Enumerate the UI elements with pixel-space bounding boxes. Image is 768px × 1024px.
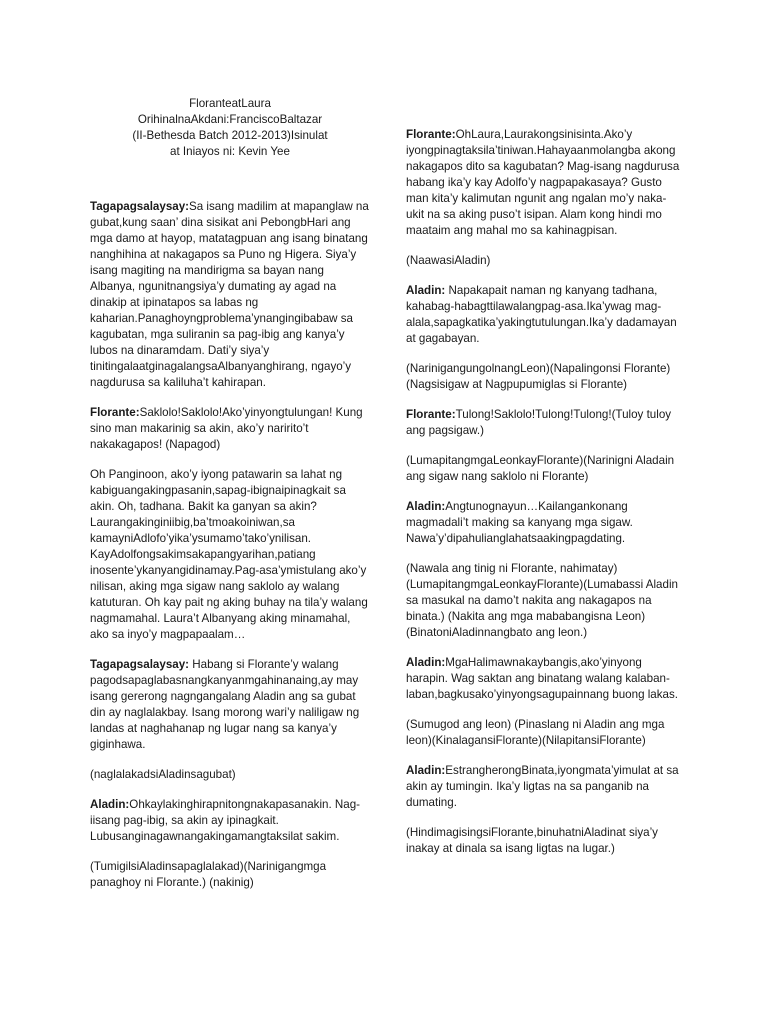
- paragraph-text: Habang si Florante’y walang pagodsapaglabasnangkanyanmgahinanaing,ay may isang gererong nagngangalang Aladin ang sa gubat din ay naglalakbay. Isang morong wari’y naliligaw ng landas at naghahanap ng lugar nang sa kanya’y giginhawa.: [90, 658, 360, 751]
- script-paragraph: [406, 499, 680, 547]
- paragraph-text: (naglalakadsiAladinsagubat): [90, 768, 236, 781]
- title-line-2: OrihinalnaAkdani:FranciscoBaltazar: [137, 113, 323, 126]
- script-paragraph: [90, 467, 370, 643]
- speaker-label: Aladin:: [90, 798, 130, 811]
- paragraph-text: OhLaura,Laurakongsinisinta.Ako’y iyongpinagtaksila’tiniwan.Hahayaanmolangba akong nakagapos dito sa kagubatan? Mag-isang nagdurusa habang ika’y kay Adolfo’y nagpapakasaya? Gusto man kita’y kalimutan ngunit ang ngalan mo’y naka-ukit na sa aking puso’t isipan. Alam kong hindi mo maataim ang mahal mo sa kahinagpisan.: [406, 128, 680, 237]
- paragraph-text: (HindimagisingsiFlorante,binuhatniAladinat siya’y inakay at dinala sa isang ligtas na lugar.): [406, 826, 658, 855]
- speaker-label: Tagapagsalaysay:: [90, 200, 190, 213]
- paragraph-text: EstrangherongBinata,iyongmata’yimulat at sa akin ay tumingin. Ika’y ligtas na sa panganib na dumating.: [406, 764, 679, 809]
- speaker-label: Aladin:: [406, 656, 446, 669]
- paragraph-text: Saklolo!Saklolo!Ako’yinyongtulungan! Kung sino man makarinig sa akin, ako’y naririto’t nakakagapos! (Napagod): [90, 406, 363, 451]
- paragraph-text: MgaHalimawnakaybangis,ako’yinyong harapin. Wag saktan ang binatang walang kalaban-laban,bagkusako’yinyongsagupainnang buong lakas.: [406, 656, 679, 701]
- script-paragraph: [406, 453, 680, 485]
- script-paragraph: [406, 561, 680, 641]
- paragraph-text: (TumigilsiAladinsapaglalakad)(Narinigangmga panaghoy ni Florante.) (nakinig): [90, 860, 327, 889]
- speaker-label: Tagapagsalaysay:: [90, 658, 190, 671]
- speaker-label: Aladin:: [406, 284, 446, 297]
- script-paragraph: [406, 717, 680, 749]
- title-line-4: at Iniayos ni: Kevin Yee: [170, 145, 290, 158]
- script-paragraph: [406, 407, 680, 439]
- script-paragraph: [406, 655, 680, 703]
- paragraph-text: (Nawala ang tinig ni Florante, nahimatay)(LumapitangmgaLeonkayFlorante)(Lumabassi Aladin sa masukal na damo’t nakita ang nakagapos na binata.) (Nakita ang mga mababangisna Leon)(BinatoniAladinnangbato ang leon.): [406, 562, 678, 639]
- script-paragraph: [406, 763, 680, 811]
- paragraph-text: (NaawasiAladin): [406, 254, 491, 267]
- title-block: [110, 96, 350, 160]
- script-paragraph: [406, 127, 680, 239]
- paragraph-text: Angtunognayun…Kailangankonang magmadali’t making sa kanyang mga sigaw. Nawa’y’dipahulianglahatsaakingpagdating.: [406, 500, 633, 545]
- script-paragraph: [406, 361, 680, 393]
- script-paragraph: [90, 657, 370, 753]
- paragraph-text: Napakapait naman ng kanyang tadhana, kahabag-habagttilawalangpag-asa.Ika’ywag mag-alala,sapagkatika’yakingtutulungan.Ika’y dadamayan at gagabayan.: [406, 284, 677, 345]
- script-paragraph: [90, 859, 370, 891]
- paragraph-text: (Sumugod ang leon) (Pinaslang ni Aladin ang mga leon)(KinalagansiFlorante)(NilapitansiFlorante): [406, 718, 665, 747]
- paragraph-text: Ohkaylakinghirapnitongnakapasanakin. Nag-iisang pag-ibig, sa akin ay ipinagkait. Lubusanginagawnangakingamangtaksilat sakim.: [90, 798, 361, 843]
- script-paragraph: [406, 825, 680, 857]
- paragraph-text: Oh Panginoon, ako’y iyong patawarin sa lahat ng kabiguangakingpasanin,sapag-ibignaipinagkait sa akin. Oh, tadhana. Bakit ka ganyan sa akin? Laurangakinginiibig,ba’tmoakoiniwan,sa kamayniAdlofo’yika’ysumamo’tako’ynilisan. KayAdolfongsakimsakapangyarihan,patiang inosente’ykanyangidinamay.Pag-asa’ymistulang ako’y nilisan, aking mga sigaw nang saklolo ay walang katuturan. Oh kay pait ng aking buhay na tila’y walang nagmamahal. Laura’t Albanyang aking minamahal, ako sa inyo’y magpapaalam…: [90, 468, 368, 641]
- script-paragraph: [90, 797, 370, 845]
- speaker-label: Florante:: [90, 406, 140, 419]
- script-paragraph: [90, 405, 370, 453]
- paragraph-text: (LumapitangmgaLeonkayFlorante)(Narinigni Aladain ang sigaw nang saklolo ni Florante): [406, 454, 675, 483]
- paragraph-text: Tulong!Saklolo!Tulong!Tulong!(Tuloy tuloy ang pagsigaw.): [406, 408, 672, 437]
- right-column-body: [406, 127, 680, 871]
- speaker-label: Florante:: [406, 128, 456, 141]
- script-paragraph: [406, 283, 680, 347]
- paragraph-text: (NarinigangungolnangLeon)(Napalingonsi Florante) (Nagsisigaw at Nagpupumiglas si Florante): [406, 362, 671, 391]
- title-line-3: (II-Bethesda Batch 2012-2013)Isinulat: [132, 129, 328, 142]
- speaker-label: Aladin:: [406, 500, 446, 513]
- title-line-1: FloranteatLaura: [189, 97, 271, 110]
- script-paragraph: [90, 199, 370, 391]
- speaker-label: Aladin:: [406, 764, 446, 777]
- left-column-body: [90, 199, 370, 905]
- script-paragraph: [406, 253, 680, 269]
- script-paragraph: [90, 767, 370, 783]
- speaker-label: Florante:: [406, 408, 456, 421]
- paragraph-text: Sa isang madilim at mapanglaw na gubat,kung saan’ dina sisikat ani PebongbHari ang mga damo at hayop, matatagpuan ang isang binatang nanghihina at nakagapos sa Puno ng Higera. Siya’y isang magiting na mandirigma sa bayan nang Albanya, ngunitnangsiya’y dumating ay agad na dinakip at ipinatapos sa labas ng kaharian.Panaghoyngproblema’ynangingibabaw sa kagubatan, mga suliranin sa pag-ibig ang kanya’y lubos na dinaramdam. Dati’y siya’y tinitingalaatginagalangsaAlbanyanghirang, ngayo’y nagdurusa sa kaliluha’t kahirapan.: [90, 200, 369, 389]
